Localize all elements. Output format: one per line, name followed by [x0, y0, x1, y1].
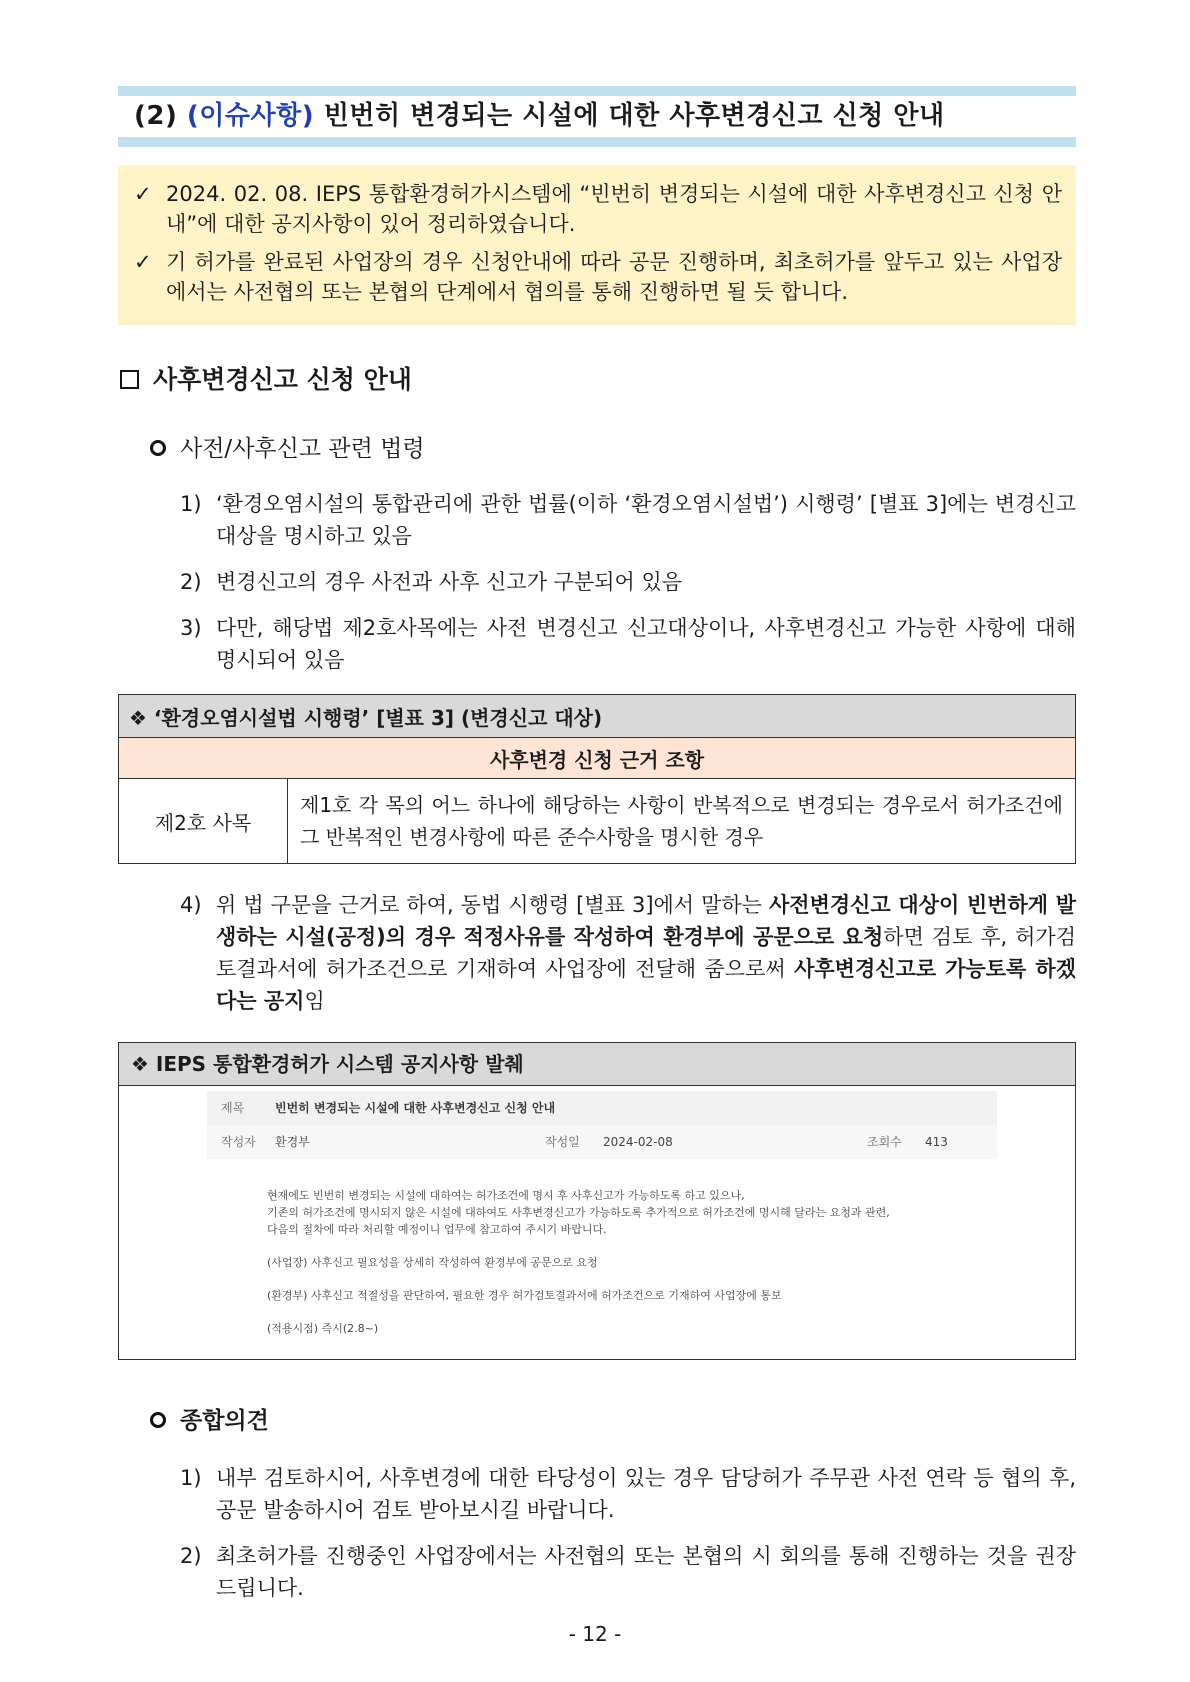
note-text: 2024. 02. 08. IEPS 통합환경허가시스템에 “빈번히 변경되는 시설에 대한 사후변경신고 신청 안내”에 대한 공지사항이 있어 정리하였습니다.	[166, 182, 1062, 236]
section-title	[134, 96, 945, 137]
law-table-subheader: 사후변경 신청 근거 조항	[119, 738, 1076, 779]
list-item-number: 2)	[180, 570, 202, 594]
notice-author-key: 작성자	[221, 1135, 256, 1149]
list-item-number: 4)	[180, 893, 202, 917]
list-item-text: ‘환경오염시설의 통합관리에 관한 법률(이하 ‘환경오염시설법’) 시행령’ [별표 3]에는 변경신고 대상을 명시하고 있음	[216, 492, 1076, 548]
section-title-text: 빈번히 변경되는 시설에 대한 사후변경신고 신청 안내	[323, 101, 945, 131]
item4-text-1: 위 법 구문을 근거로 하여, 동법 시행령 [별표 3]에서 말하는	[216, 893, 769, 917]
circle-bullet-icon	[150, 1412, 166, 1428]
list-item	[180, 566, 1076, 598]
heading-sub-text: 사전/사후신고 관련 법령	[180, 436, 425, 462]
notice-title: 빈번히 변경되는 시설에 대한 사후변경신고 신청 안내	[275, 1101, 556, 1115]
notice-title-key: 제목	[221, 1101, 245, 1115]
circle-bullet-icon	[150, 440, 166, 456]
notice-step: (환경부) 사후신고 적절성을 판단하여, 필요한 경우 허가검토결과서에 허가조건으로 기재하여 사업장에 통보	[267, 1289, 782, 1302]
notice-title-row	[207, 1091, 997, 1125]
note-text: 기 허가를 완료된 사업장의 경우 신청안내에 따라 공문 진행하며, 최초허가를 앞두고 있는 사업장에서는 사전협의 또는 본협의 단계에서 협의를 통해 진행하면 될 듯 합니다.	[166, 250, 1062, 304]
opinion-text: 내부 검토하시어, 사후변경에 대한 타당성이 있는 경우 담당허가 주무관 사전 연락 등 협의 후, 공문 발송하시어 검토 받아보시길 바랍니다.	[216, 1466, 1076, 1522]
section-highlight: (이슈사항)	[186, 101, 315, 131]
title-band-top	[118, 86, 1076, 96]
law-table-label: 제2호 사목	[119, 779, 288, 864]
list-item-number: 3)	[180, 616, 202, 640]
notice-step: (적용시점) 즉시(2.8~)	[267, 1322, 379, 1335]
notice-step: (사업장) 사후신고 필요성을 상세히 작성하여 환경부에 공문으로 요청	[267, 1256, 598, 1269]
opinion-item	[180, 1540, 1076, 1604]
note-item	[132, 247, 1062, 307]
list-item-text: 다만, 해당법 제2호사목에는 사전 변경신고 신고대상이나, 사후변경신고 가능한 사항에 대해 명시되어 있음	[216, 616, 1076, 672]
opinion-number: 1)	[180, 1466, 202, 1490]
notice-meta-row	[207, 1125, 997, 1159]
item4-bold-1: 사전변경신고 대상이 빈번하게 발생하는 시설(공정)의 경우 적정사유를 작성하여 환경부에 공문으로 요청	[216, 893, 1076, 949]
summary-note-box	[118, 165, 1076, 325]
list-item-text: 변경신고의 경우 사전과 사후 신고가 구분되어 있음	[216, 570, 683, 594]
opinion-text: 최초허가를 진행중인 사업장에서는 사전협의 또는 본협의 시 회의를 통해 진행하는 것을 권장드립니다.	[216, 1544, 1076, 1600]
opinion-number: 2)	[180, 1544, 202, 1568]
notice-views: 413	[925, 1135, 948, 1149]
law-table	[118, 694, 1076, 864]
notice-excerpt-box	[118, 1042, 1076, 1360]
list-item-text	[180, 889, 1076, 1017]
notice-body	[267, 1187, 967, 1337]
heading-main	[120, 360, 412, 396]
notice-author: 환경부	[275, 1135, 310, 1149]
list-item	[180, 612, 1076, 676]
opinion-item	[180, 1462, 1076, 1526]
section-number: (2)	[134, 101, 178, 131]
law-table-header: ❖ ‘환경오염시설법 시행령’ [별표 3] (변경신고 대상)	[119, 695, 1076, 738]
notice-body-line: 기존의 허가조건에 명시되지 않은 시설에 대하여도 사후변경신고가 가능하도록 추가적으로 허가조건에 명시해 달라는 요청과 관련,	[267, 1206, 890, 1219]
notice-views-key: 조회수	[867, 1135, 902, 1149]
notice-date: 2024-02-08	[603, 1135, 673, 1149]
heading-opinion	[150, 1402, 269, 1435]
check-icon: ✓	[134, 182, 152, 206]
notice-screenshot	[207, 1091, 997, 1353]
notice-body-line: 현재에도 빈번히 변경되는 시설에 대하여는 허가조건에 명시 후 사후신고가 가능하도록 하고 있으나,	[267, 1189, 745, 1202]
law-table-body: 제1호 각 목의 어느 하나에 해당하는 사항이 반복적으로 변경되는 경우로서 허가조건에 그 반복적인 변경사항에 따른 준수사항을 명시한 경우	[288, 779, 1076, 864]
notice-body-line: 다음의 절차에 따라 처리할 예정이니 업무에 참고하여 주시기 바랍니다.	[267, 1223, 607, 1236]
title-band-bottom	[118, 137, 1076, 147]
list-item	[180, 889, 1076, 1017]
item4-text-3: 임	[304, 989, 325, 1013]
check-icon: ✓	[134, 250, 152, 274]
page-number: - 12 -	[568, 1622, 622, 1646]
heading-main-text: 사후변경신고 신청 안내	[153, 365, 412, 394]
square-bullet-icon	[120, 370, 139, 389]
list-item-number: 1)	[180, 492, 202, 516]
heading-sub	[150, 430, 425, 463]
notice-excerpt-header: ❖ IEPS 통합환경허가 시스템 공지사항 발췌	[119, 1043, 1075, 1086]
note-item	[132, 179, 1062, 239]
item4-text-2: 하면 검토 후, 허가검토결과서에 허가조건으로 기재하여 사업장에 전달해 줌으로써	[216, 925, 1076, 981]
notice-date-key: 작성일	[545, 1135, 580, 1149]
list-item	[180, 488, 1076, 552]
item4-bold-2: 사후변경신고로 가능토록 하겠다는 공지	[216, 957, 1076, 1013]
heading-opinion-text: 종합의견	[180, 1408, 269, 1434]
